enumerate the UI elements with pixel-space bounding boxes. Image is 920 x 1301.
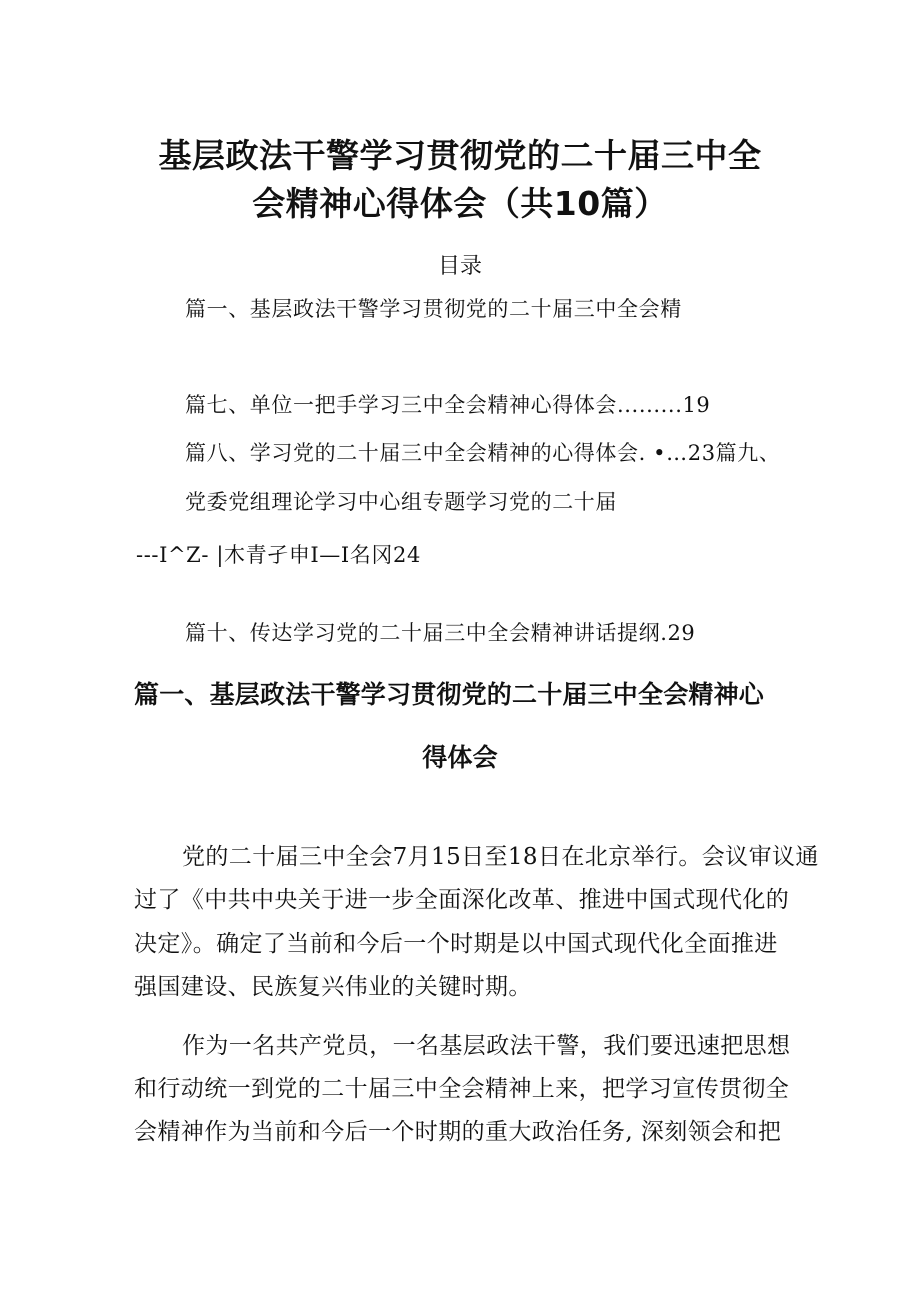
paragraph-1-line-4: 强国建设、民族复兴伟业的关键时期。	[134, 974, 532, 1000]
paragraph-2-line-1: 作为一名共产党员，一名基层政法干警，我们要迅速把思想	[182, 1033, 791, 1059]
document-title-line-2: 会精神心得体会（共10篇）	[252, 184, 668, 223]
paragraph-2-line-3: 会精神作为当前和今后一个时期的重大政治任务, 深刻领会和把	[134, 1119, 782, 1145]
toc-entry-10: 篇十、传达学习党的二十届三中全会精神讲话提纲.29	[185, 621, 696, 645]
toc-heading: 目录	[437, 254, 482, 279]
toc-entry-7: 篇七、单位一把手学习三中全会精神心得体会.........19	[185, 393, 711, 417]
paragraph-1-line-3: 决定》。确定了当前和今后一个时期是以中国式现代化全面推进	[134, 931, 778, 957]
section-heading-line-2: 得体会	[422, 743, 498, 772]
document-title-line-1: 基层政法干警学习贯彻党的二十届三中全	[158, 136, 762, 175]
toc-entry-9-continued: 党委党组理论学习中心组专题学习党的二十届	[185, 490, 617, 514]
toc-entry-garbled: ---I^Z- |木青孑申I—I名冈24	[136, 543, 421, 567]
toc-entry-8: 篇八、学习党的二十届三中全会精神的心得体会. •…23篇九、	[185, 441, 781, 465]
paragraph-1-line-2: 过了《中共中央关于进一步全面深化改革、推进中国式现代化的	[134, 887, 790, 913]
toc-entry-1: 篇一、基层政法干警学习贯彻党的二十届三中全会精	[185, 297, 682, 321]
section-heading-line-1: 篇一、基层政法干警学习贯彻党的二十届三中全会精神心	[134, 680, 765, 709]
paragraph-1-line-1: 党的二十届三中全会7月15日至18日在北京举行。会议审议通	[182, 844, 819, 870]
paragraph-2-line-2: 和行动统一到党的二十届三中全会精神上来，把学习宣传贯彻全	[134, 1076, 790, 1102]
